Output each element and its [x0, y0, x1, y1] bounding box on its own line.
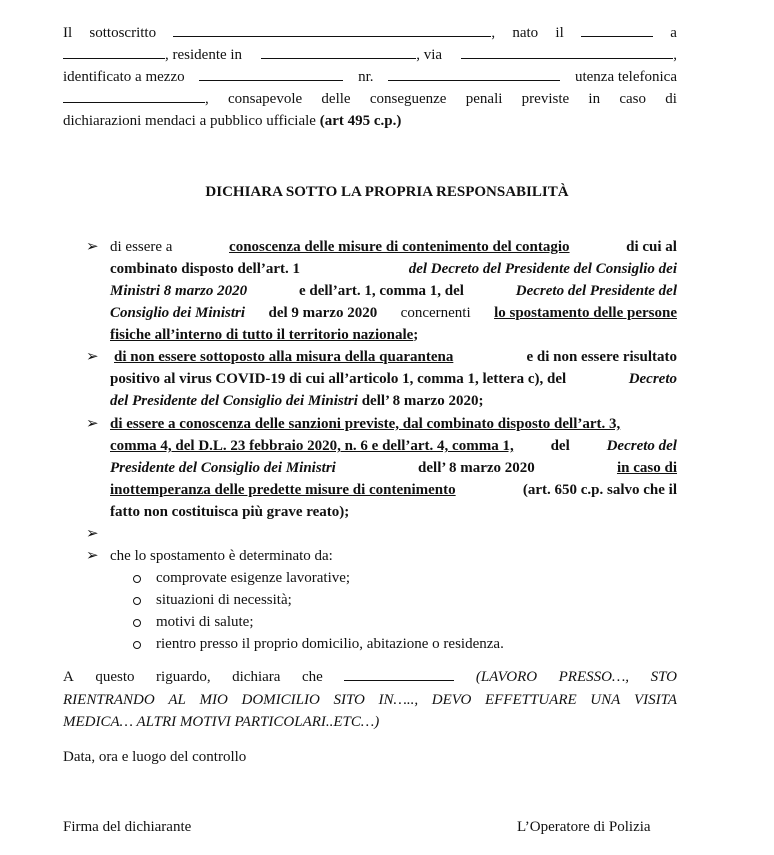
text: nr.	[358, 69, 374, 85]
reason-field[interactable]	[344, 666, 454, 681]
item-1-line-1	[110, 236, 677, 258]
item-1-line-5	[110, 324, 677, 346]
residence-field[interactable]	[261, 44, 416, 59]
text: che	[301, 669, 323, 685]
text: del Decreto del Presidente del Consiglio dei	[408, 261, 677, 277]
item-1-line-2	[110, 258, 677, 280]
birth-date-field[interactable]	[581, 22, 653, 37]
item-3-line-4	[110, 479, 677, 501]
text: di cui al	[626, 239, 677, 255]
list-item: comprovate esigenze lavorative;	[156, 570, 351, 586]
text: sottoscritto	[89, 25, 157, 41]
text: IN…..,	[378, 692, 419, 708]
item-2-line-3	[110, 390, 677, 412]
text: positivo al virus COVID-19 di cui all’articolo 1, comma 1, lettera c), del	[110, 371, 567, 387]
text: fisiche all’interno di tutto il territorio nazionale	[110, 327, 414, 343]
signature-officer-label: L’Operatore di Polizia	[517, 819, 651, 835]
text: DOMICILIO	[241, 692, 320, 708]
list-item: rientro presso il proprio domicilio, abitazione o residenza.	[156, 636, 504, 652]
item-2-line-2	[110, 368, 677, 390]
header-line-2	[63, 44, 677, 66]
text: di essere a	[110, 239, 173, 255]
item-3-line-3	[110, 457, 677, 479]
text: combinato disposto dell’art. 1	[110, 261, 301, 277]
header-line-4	[63, 88, 677, 110]
list-item: situazioni di necessità;	[156, 592, 292, 608]
text: dichiara	[232, 669, 281, 685]
text: PRESSO…,	[558, 669, 630, 685]
item-3-line-1	[110, 413, 677, 435]
text: STO	[650, 669, 677, 685]
text: di essere a conoscenza delle sanzioni previste, dal combinato disposto dell’art. 3,	[110, 416, 621, 432]
text: Decreto del	[606, 438, 677, 454]
text: RIENTRANDO	[63, 692, 155, 708]
text: Presidente del Consiglio dei Ministri	[110, 460, 336, 476]
text: delle	[321, 91, 351, 107]
text: consapevole	[228, 91, 303, 107]
item-2-line-1	[110, 346, 677, 368]
header-line-3	[63, 66, 677, 88]
id-number-field[interactable]	[388, 66, 560, 81]
text: comma 4, del D.L. 23 febbraio 2020, n. 6 e dell’art. 4, comma 1,	[110, 438, 514, 454]
footer-line-3: MEDICA… ALTRI MOTIVI PARTICOLARI..ETC…)	[63, 714, 380, 730]
id-document-field[interactable]	[199, 66, 343, 81]
arrow-bullet-icon: ➢	[86, 239, 99, 255]
text: dell’ 8 marzo 2020;	[361, 393, 484, 409]
text: in	[588, 91, 601, 107]
footer-line-1	[63, 666, 677, 688]
arrow-bullet-icon: ➢	[86, 526, 99, 542]
text: lo spostamento delle persone	[494, 305, 677, 321]
text: ,	[205, 91, 209, 107]
text: conoscenza delle misure di contenimento del contagio	[229, 239, 570, 255]
text: nato	[512, 25, 539, 41]
text: DEVO	[431, 692, 472, 708]
arrow-bullet-icon: ➢	[86, 349, 99, 365]
text: di non essere sottoposto alla misura della quarantena	[114, 349, 454, 365]
text: , via	[416, 47, 443, 63]
item-1-line-3	[110, 280, 677, 302]
text: identificato a mezzo	[63, 69, 185, 85]
circle-bullet-icon	[133, 641, 141, 649]
text: ,	[491, 25, 496, 41]
text: concernenti	[400, 305, 471, 321]
text: EFFETTUARE	[484, 692, 577, 708]
arrow-bullet-icon: ➢	[86, 548, 99, 564]
text: Consiglio dei Ministri	[110, 305, 246, 321]
birth-place-field[interactable]	[63, 44, 165, 59]
signature-declarant-label: Firma del dichiarante	[63, 819, 192, 835]
text: e dell’art. 1, comma 1, del	[298, 283, 464, 299]
text: Decreto del Presidente del	[515, 283, 677, 299]
text: UNA	[590, 692, 621, 708]
text: utenza telefonica	[574, 69, 677, 85]
list-item: motivi di salute;	[156, 614, 254, 630]
text: caso	[619, 91, 647, 107]
text: il	[555, 25, 564, 41]
text: , residente in	[165, 47, 243, 63]
text: MIO	[199, 692, 228, 708]
text: e di non essere risultato	[526, 349, 677, 365]
text: (art 495 c.p.)	[319, 113, 402, 129]
item-5-intro: che lo spostamento è determinato da:	[110, 548, 333, 564]
footer-line-2	[63, 689, 677, 711]
text: del Presidente del Consiglio dei Ministri	[110, 393, 358, 409]
text: a	[670, 25, 677, 41]
phone-field[interactable]	[63, 88, 205, 103]
circle-bullet-icon	[133, 597, 141, 605]
text: AL	[168, 692, 186, 708]
text: riguardo,	[156, 669, 211, 685]
text: conseguenze	[369, 91, 447, 107]
page-title: DICHIARA SOTTO LA PROPRIA RESPONSABILITÀ	[205, 184, 569, 200]
text: dell’ 8 marzo 2020	[418, 460, 535, 476]
text: questo	[95, 669, 135, 685]
text: del	[550, 438, 570, 454]
text: Ministri 8 marzo 2020	[110, 283, 248, 299]
circle-bullet-icon	[133, 575, 141, 583]
item-1-line-4	[110, 302, 677, 324]
street-field[interactable]	[461, 44, 673, 59]
text: Decreto	[628, 371, 677, 387]
item-3-line-5	[110, 501, 677, 523]
text: inottemperanza delle predette misure di contenimento	[110, 482, 456, 498]
text: fatto non costituisca più grave reato);	[110, 504, 350, 520]
header-line-1	[63, 22, 677, 44]
name-field[interactable]	[173, 22, 491, 37]
text: ;	[413, 327, 419, 343]
text: A	[63, 669, 74, 685]
text: VISITA	[633, 692, 677, 708]
circle-bullet-icon	[133, 619, 141, 627]
text: in caso di	[616, 460, 677, 476]
text: di	[665, 91, 677, 107]
text: ,	[673, 47, 677, 63]
text: (art. 650 c.p. salvo che il	[522, 482, 677, 498]
text: penali	[465, 91, 503, 107]
control-place-label: Data, ora e luogo del controllo	[63, 749, 247, 765]
header-line-5	[63, 110, 677, 132]
text: (LAVORO	[475, 669, 538, 685]
text: del 9 marzo 2020	[268, 305, 378, 321]
text: dichiarazioni mendaci a pubblico ufficiale	[63, 113, 316, 129]
text: SITO	[333, 692, 365, 708]
item-3-line-2	[110, 435, 677, 457]
arrow-bullet-icon: ➢	[86, 416, 99, 432]
text: Il	[63, 25, 73, 41]
text: previste	[521, 91, 570, 107]
